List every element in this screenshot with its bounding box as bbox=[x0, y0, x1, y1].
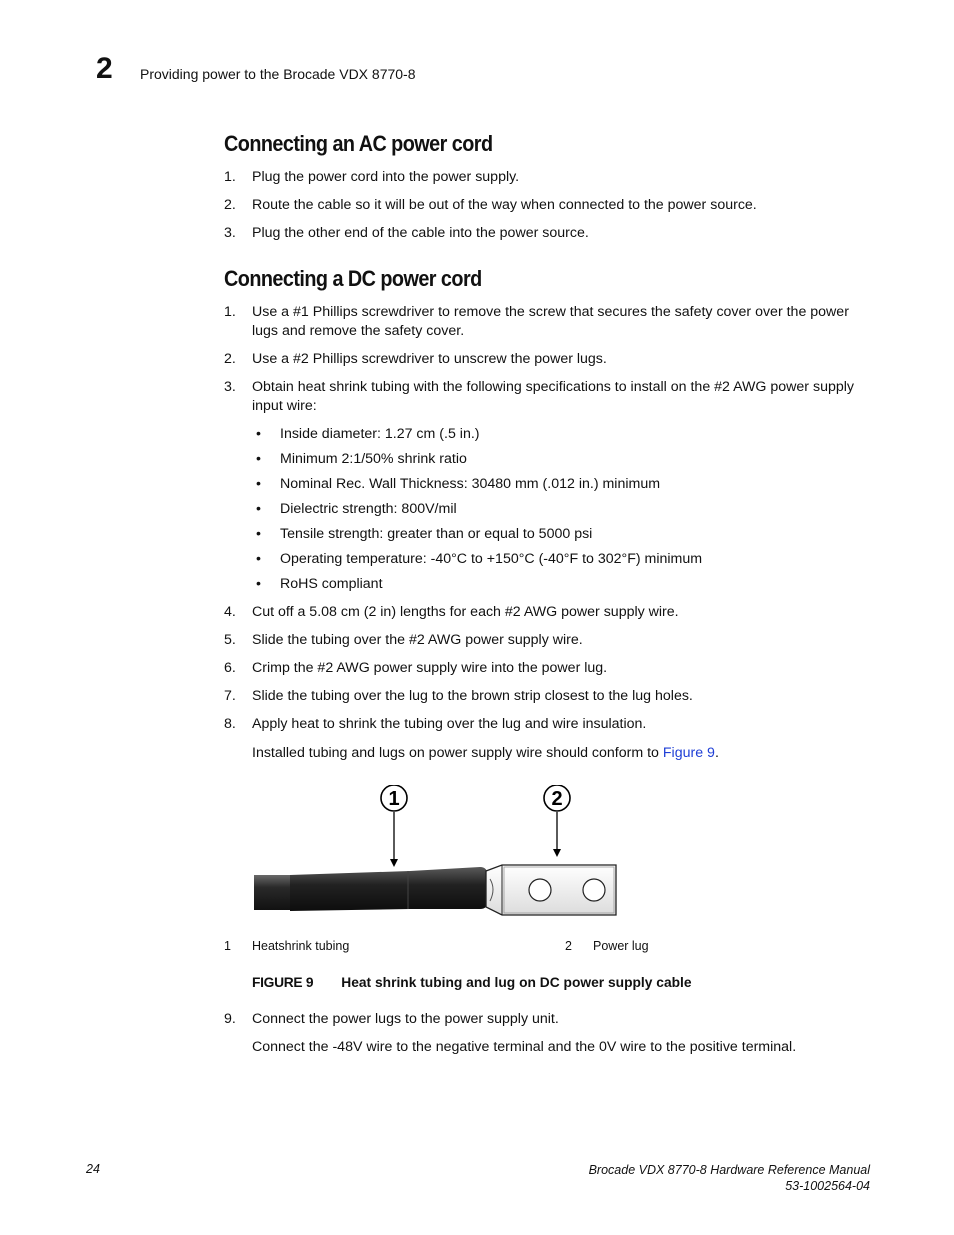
list-item: 7. Slide the tubing over the lug to the brown strip closest to the lug holes. bbox=[224, 688, 693, 704]
list-item: 9. Connect the power lugs to the power supply unit. bbox=[224, 1011, 559, 1027]
list-item: 1. Use a #1 Phillips screwdriver to remove the screw that secures the safety cover over the power lugs and remove the safety cover. bbox=[224, 304, 849, 339]
footer-doc-info bbox=[589, 1162, 870, 1194]
cable-lug-illustration bbox=[250, 785, 620, 935]
figure-9-link[interactable]: Figure 9 bbox=[662, 745, 715, 761]
spec-bullet-list bbox=[252, 425, 874, 594]
list-item: 8. Apply heat to shrink the tubing over the lug and wire insulation. bbox=[224, 716, 647, 732]
final-paragraph: Connect the -48V wire to the negative terminal and the 0V wire to the positive terminal. bbox=[252, 1039, 797, 1055]
bullet-item: • Nominal Rec. Wall Thickness: 30480 mm (.012 in.) minimum bbox=[256, 476, 661, 492]
figure-9: 1 2 1 Heatshrink tubing 2 Power lug bbox=[224, 773, 874, 965]
list-item: 6. Crimp the #2 AWG power supply wire into the power lug. bbox=[224, 660, 608, 676]
heatshrink-tubing bbox=[290, 867, 488, 911]
list-item: 2. Use a #2 Phillips screwdriver to unscrew the power lugs. bbox=[224, 351, 607, 367]
bullet-item: • Inside diameter: 1.27 cm (.5 in.) bbox=[256, 426, 480, 442]
list-item: 3. Plug the other end of the cable into the power source. bbox=[224, 225, 589, 241]
list-item: 2. Route the cable so it will be out of the way when connected to the power source. bbox=[224, 197, 757, 213]
running-head: Providing power to the Brocade VDX 8770-8 bbox=[140, 66, 416, 82]
page-number: 24 bbox=[86, 1162, 100, 1176]
list-item: 4. Cut off a 5.08 cm (2 in) lengths for each #2 AWG power supply wire. bbox=[224, 604, 679, 620]
list-item: 1. Plug the power cord into the power supply. bbox=[224, 169, 520, 185]
list-item: 5. Slide the tubing over the #2 AWG power supply wire. bbox=[224, 632, 583, 648]
chapter-number: 2 bbox=[96, 52, 113, 85]
bullet-item: • Dielectric strength: 800V/mil bbox=[256, 501, 457, 517]
lug-hole-left bbox=[529, 879, 551, 901]
bullet-item: • Operating temperature: -40°C to +150°C (-40°F to 302°F) minimum bbox=[256, 551, 703, 567]
manual-title: Brocade VDX 8770-8 Hardware Reference Manual bbox=[588, 1163, 870, 1177]
callout-2-number: 2 bbox=[551, 788, 563, 810]
main-content bbox=[224, 130, 874, 1057]
conform-paragraph: Installed tubing and lugs on power supply wire should conform to Figure 9. bbox=[252, 745, 719, 761]
section-heading-dc: Connecting a DC power cord bbox=[224, 266, 482, 291]
dc-steps-list bbox=[224, 303, 874, 734]
ac-steps-list bbox=[224, 168, 874, 243]
callout-1-number: 1 bbox=[388, 788, 400, 810]
bullet-item: • RoHS compliant bbox=[256, 576, 383, 592]
doc-number: 53-1002564-04 bbox=[785, 1179, 870, 1193]
dc-steps-list-cont bbox=[224, 1010, 874, 1029]
bullet-item: • Tensile strength: greater than or equal to 5000 psi bbox=[256, 526, 593, 542]
section-heading-ac: Connecting an AC power cord bbox=[224, 131, 493, 156]
lug-hole-right bbox=[583, 879, 605, 901]
bullet-item: • Minimum 2:1/50% shrink ratio bbox=[256, 451, 467, 467]
list-item: 3. Obtain heat shrink tubing with the following specifications to install on the #2 AWG power supply input wire: • Inside diameter: 1.27 cm (.5 in.) • Minimum 2:1/50% shrink ratio • Nominal Rec. Wall Thickness: 30480 mm (.012 in.) minimum • Dielectric strength: 800V/mil • Tensile strength: greater than or equal to 5000 psi • Operating temperature: -40°C to +150°C (-40°F to 302°F) minimum • RoHS compliant bbox=[224, 378, 874, 594]
figure-caption: FIGURE 9 Heat shrink tubing and lug on DC power supply cable bbox=[252, 975, 692, 990]
